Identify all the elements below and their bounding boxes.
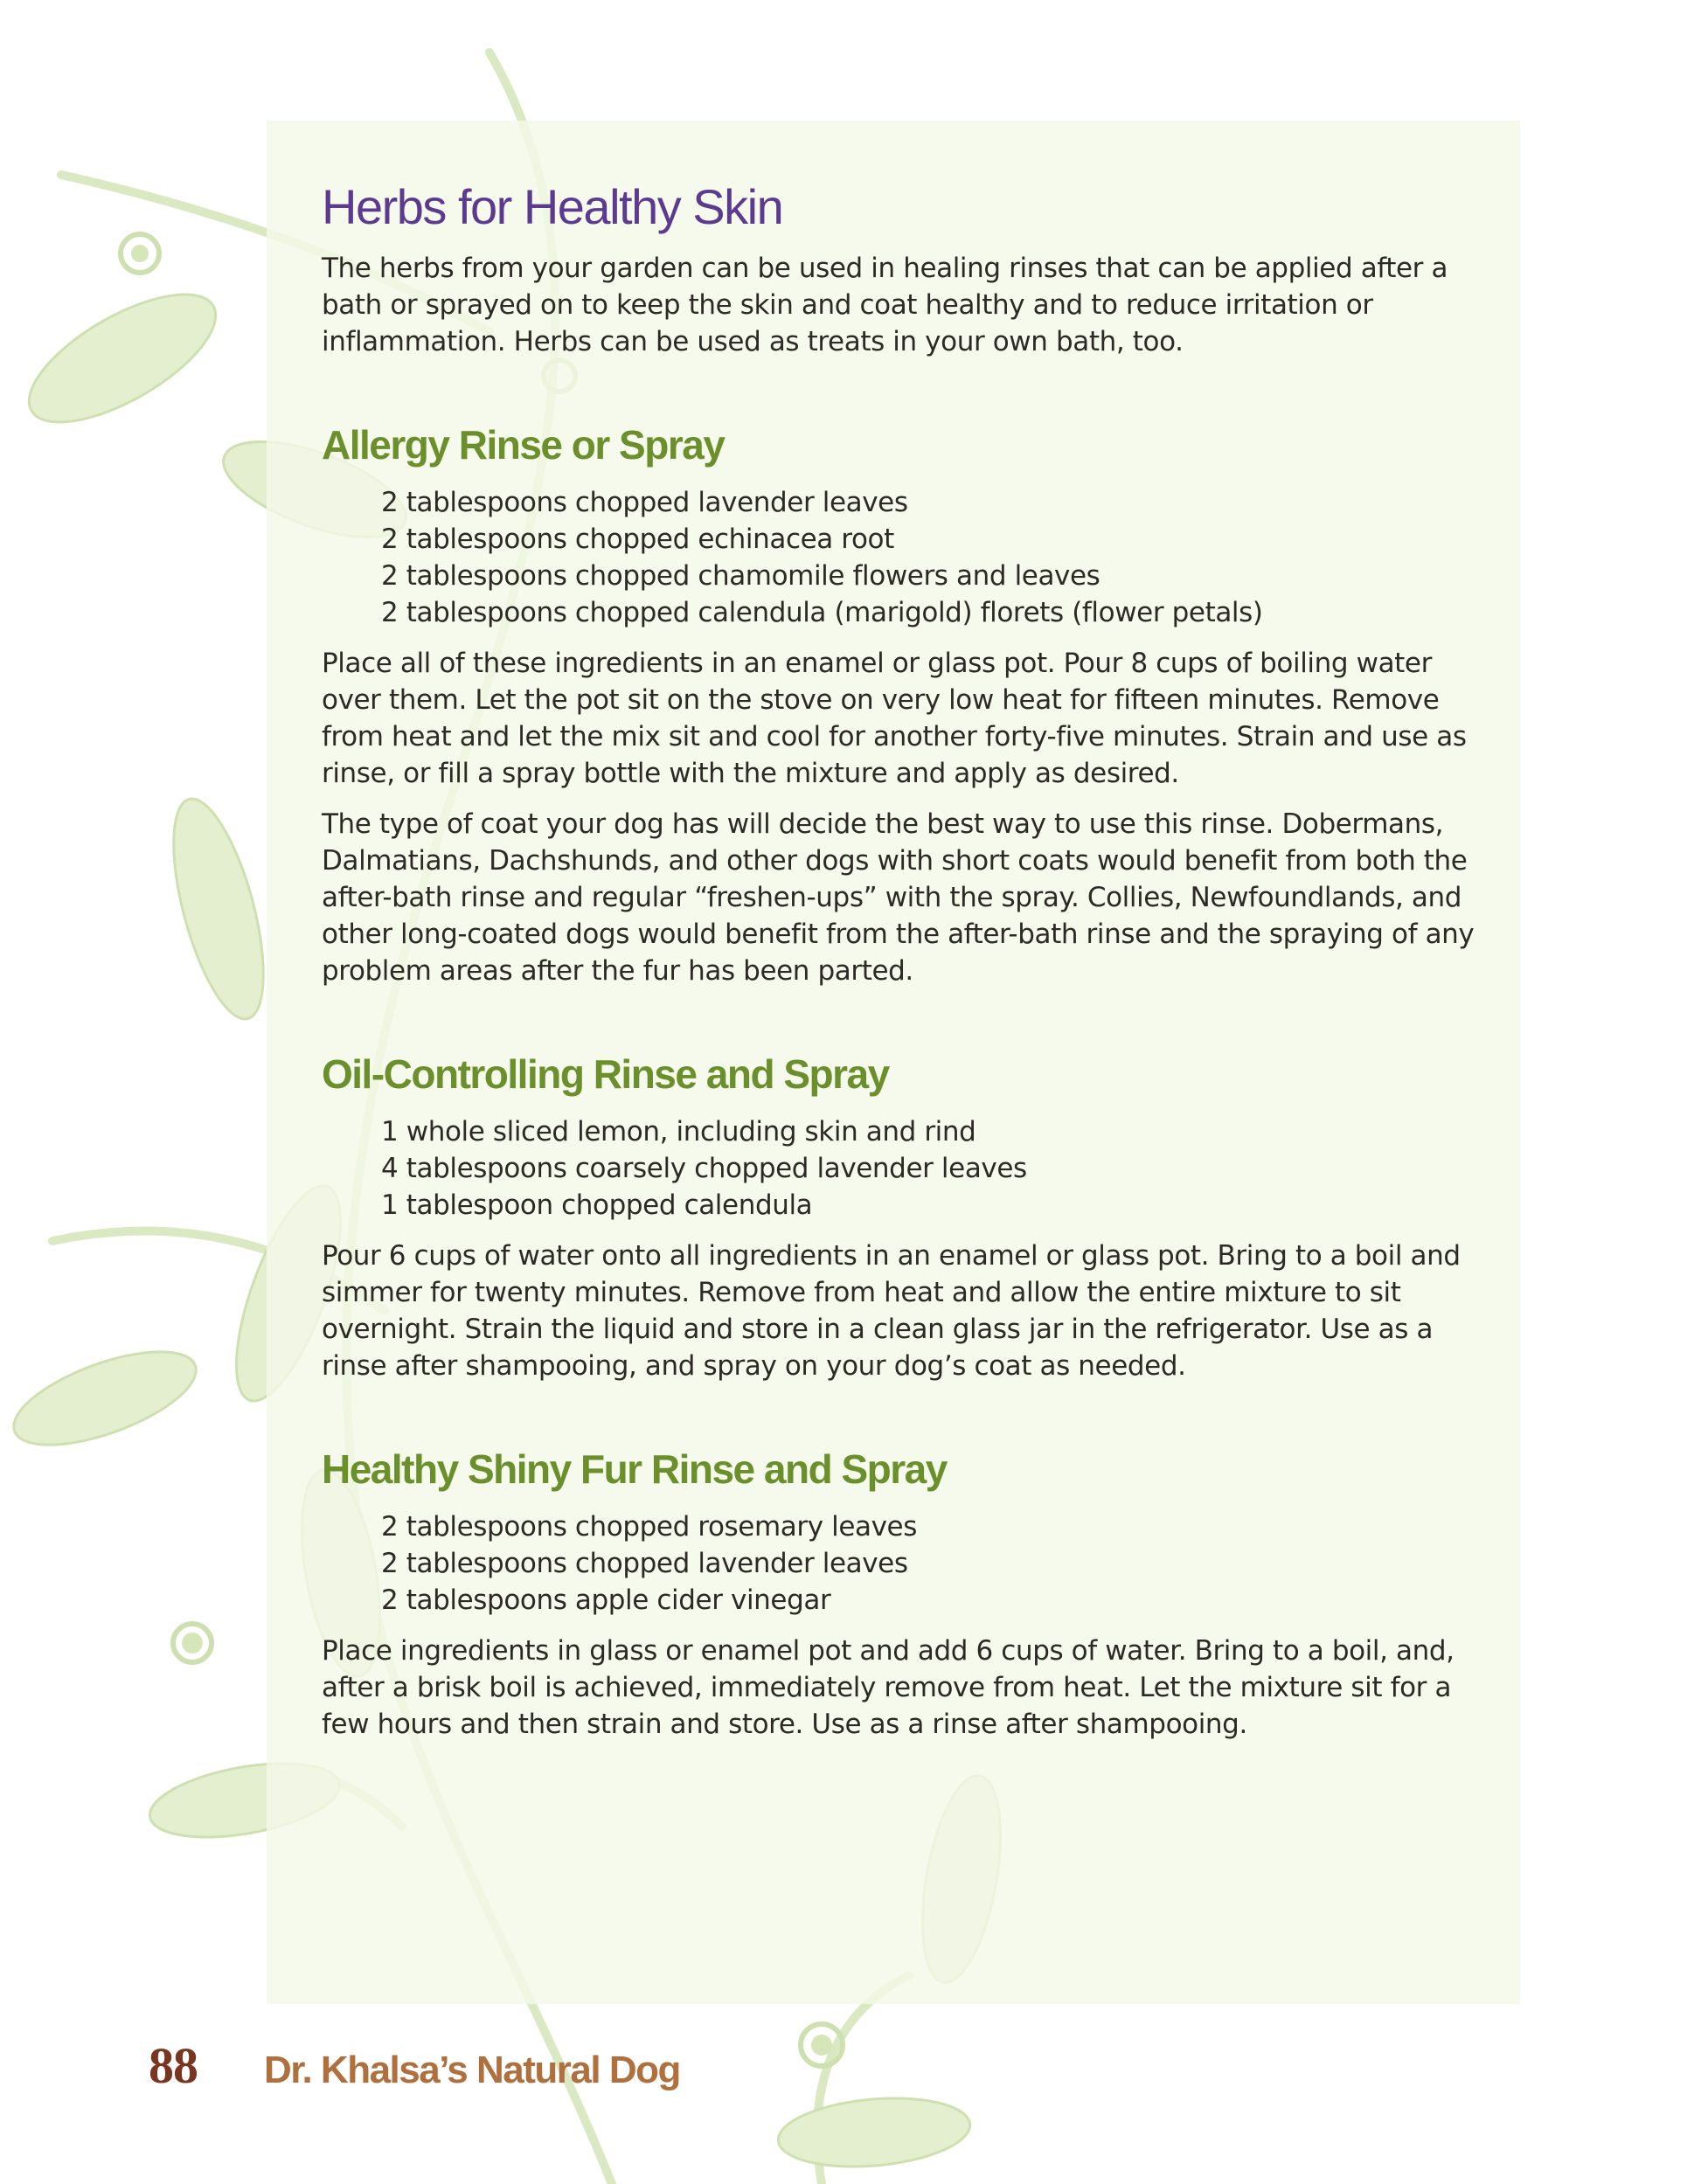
instructions-paragraph: The type of coat your dog has will decide the best way to use this rinse. Dobermans, Dalmatians, Dachshunds, and other dogs with short coats would benefit from both the after-bath rinse and regular “freshen-ups” with the spray. Collies, Newfoundlands, and other long-coated dogs would benefit from the after-bath rinse and the spraying of any problem areas after the fur has been parted. — [322, 808, 1475, 987]
ingredient-list — [322, 1113, 1493, 1224]
list-item: 4 tablespoons coarsely chopped lavender leaves — [381, 1153, 1027, 1184]
ingredient-list — [322, 1508, 1493, 1619]
list-item: 1 tablespoon chopped calendula — [381, 1189, 813, 1221]
list-item: 1 whole sliced lemon, including skin and rind — [381, 1116, 976, 1147]
instructions-paragraph: Place all of these ingredients in an enamel or glass pot. Pour 8 cups of boiling water over them. Let the pot sit on the stove on very low heat for fifteen minutes. Remove from heat and let the mix sit and cool for another forty-five minutes. Strain and use as rinse, or fill a spray bottle with the mixture and apply as desired. — [322, 648, 1467, 789]
article — [322, 173, 1493, 1757]
page-number: 88 — [149, 2037, 198, 2094]
list-item: 2 tablespoons chopped calendula (marigold) florets (flower petals) — [381, 597, 1263, 628]
section-heading: Oil-Controlling Rinse and Spray — [322, 1051, 889, 1097]
page-footer — [149, 2036, 680, 2106]
instructions-paragraph: Pour 6 cups of water onto all ingredients in an enamel or glass pot. Bring to a boil and simmer for twenty minutes. Remove from heat and allow the entire mixture to sit overnight. Strain the liquid and store in a clean glass jar in the refrigerator. Use as a rinse after shampooing, and spray on your dog’s coat as needed. — [322, 1240, 1461, 1382]
section-heading: Allergy Rinse or Spray — [322, 422, 725, 468]
list-item: 2 tablespoons apple cider vinegar — [381, 1584, 831, 1616]
section-allergy-rinse — [322, 414, 1493, 989]
section-heading: Healthy Shiny Fur Rinse and Spray — [322, 1446, 947, 1492]
list-item: 2 tablespoons chopped lavender leaves — [381, 487, 908, 518]
list-item: 2 tablespoons chopped rosemary leaves — [381, 1511, 917, 1543]
list-item: 2 tablespoons chopped chamomile flowers and leaves — [381, 560, 1100, 592]
ingredient-list — [322, 484, 1493, 631]
intro-paragraph: The herbs from your garden can be used in healing rinses that can be applied after a bath or sprayed on to keep the skin and coat healthy and to reduce irritation or inflammation. Herbs can be used as treats in your own bath, too. — [322, 253, 1448, 357]
book-title: Dr. Khalsa’s Natural Dog — [264, 2049, 680, 2091]
page-title: Herbs for Healthy Skin — [322, 179, 783, 234]
list-item: 2 tablespoons chopped echinacea root — [381, 523, 894, 555]
list-item: 2 tablespoons chopped lavender leaves — [381, 1548, 908, 1579]
section-oil-controlling-rinse — [322, 1043, 1493, 1384]
instructions-paragraph: Place ingredients in glass or enamel pot and add 6 cups of water. Bring to a boil, and, after a brisk boil is achieved, immediately remove from heat. Let the mixture sit for a few hours and then strain and store. Use as a rinse after shampooing. — [322, 1635, 1455, 1740]
section-shiny-fur-rinse — [322, 1439, 1493, 1743]
